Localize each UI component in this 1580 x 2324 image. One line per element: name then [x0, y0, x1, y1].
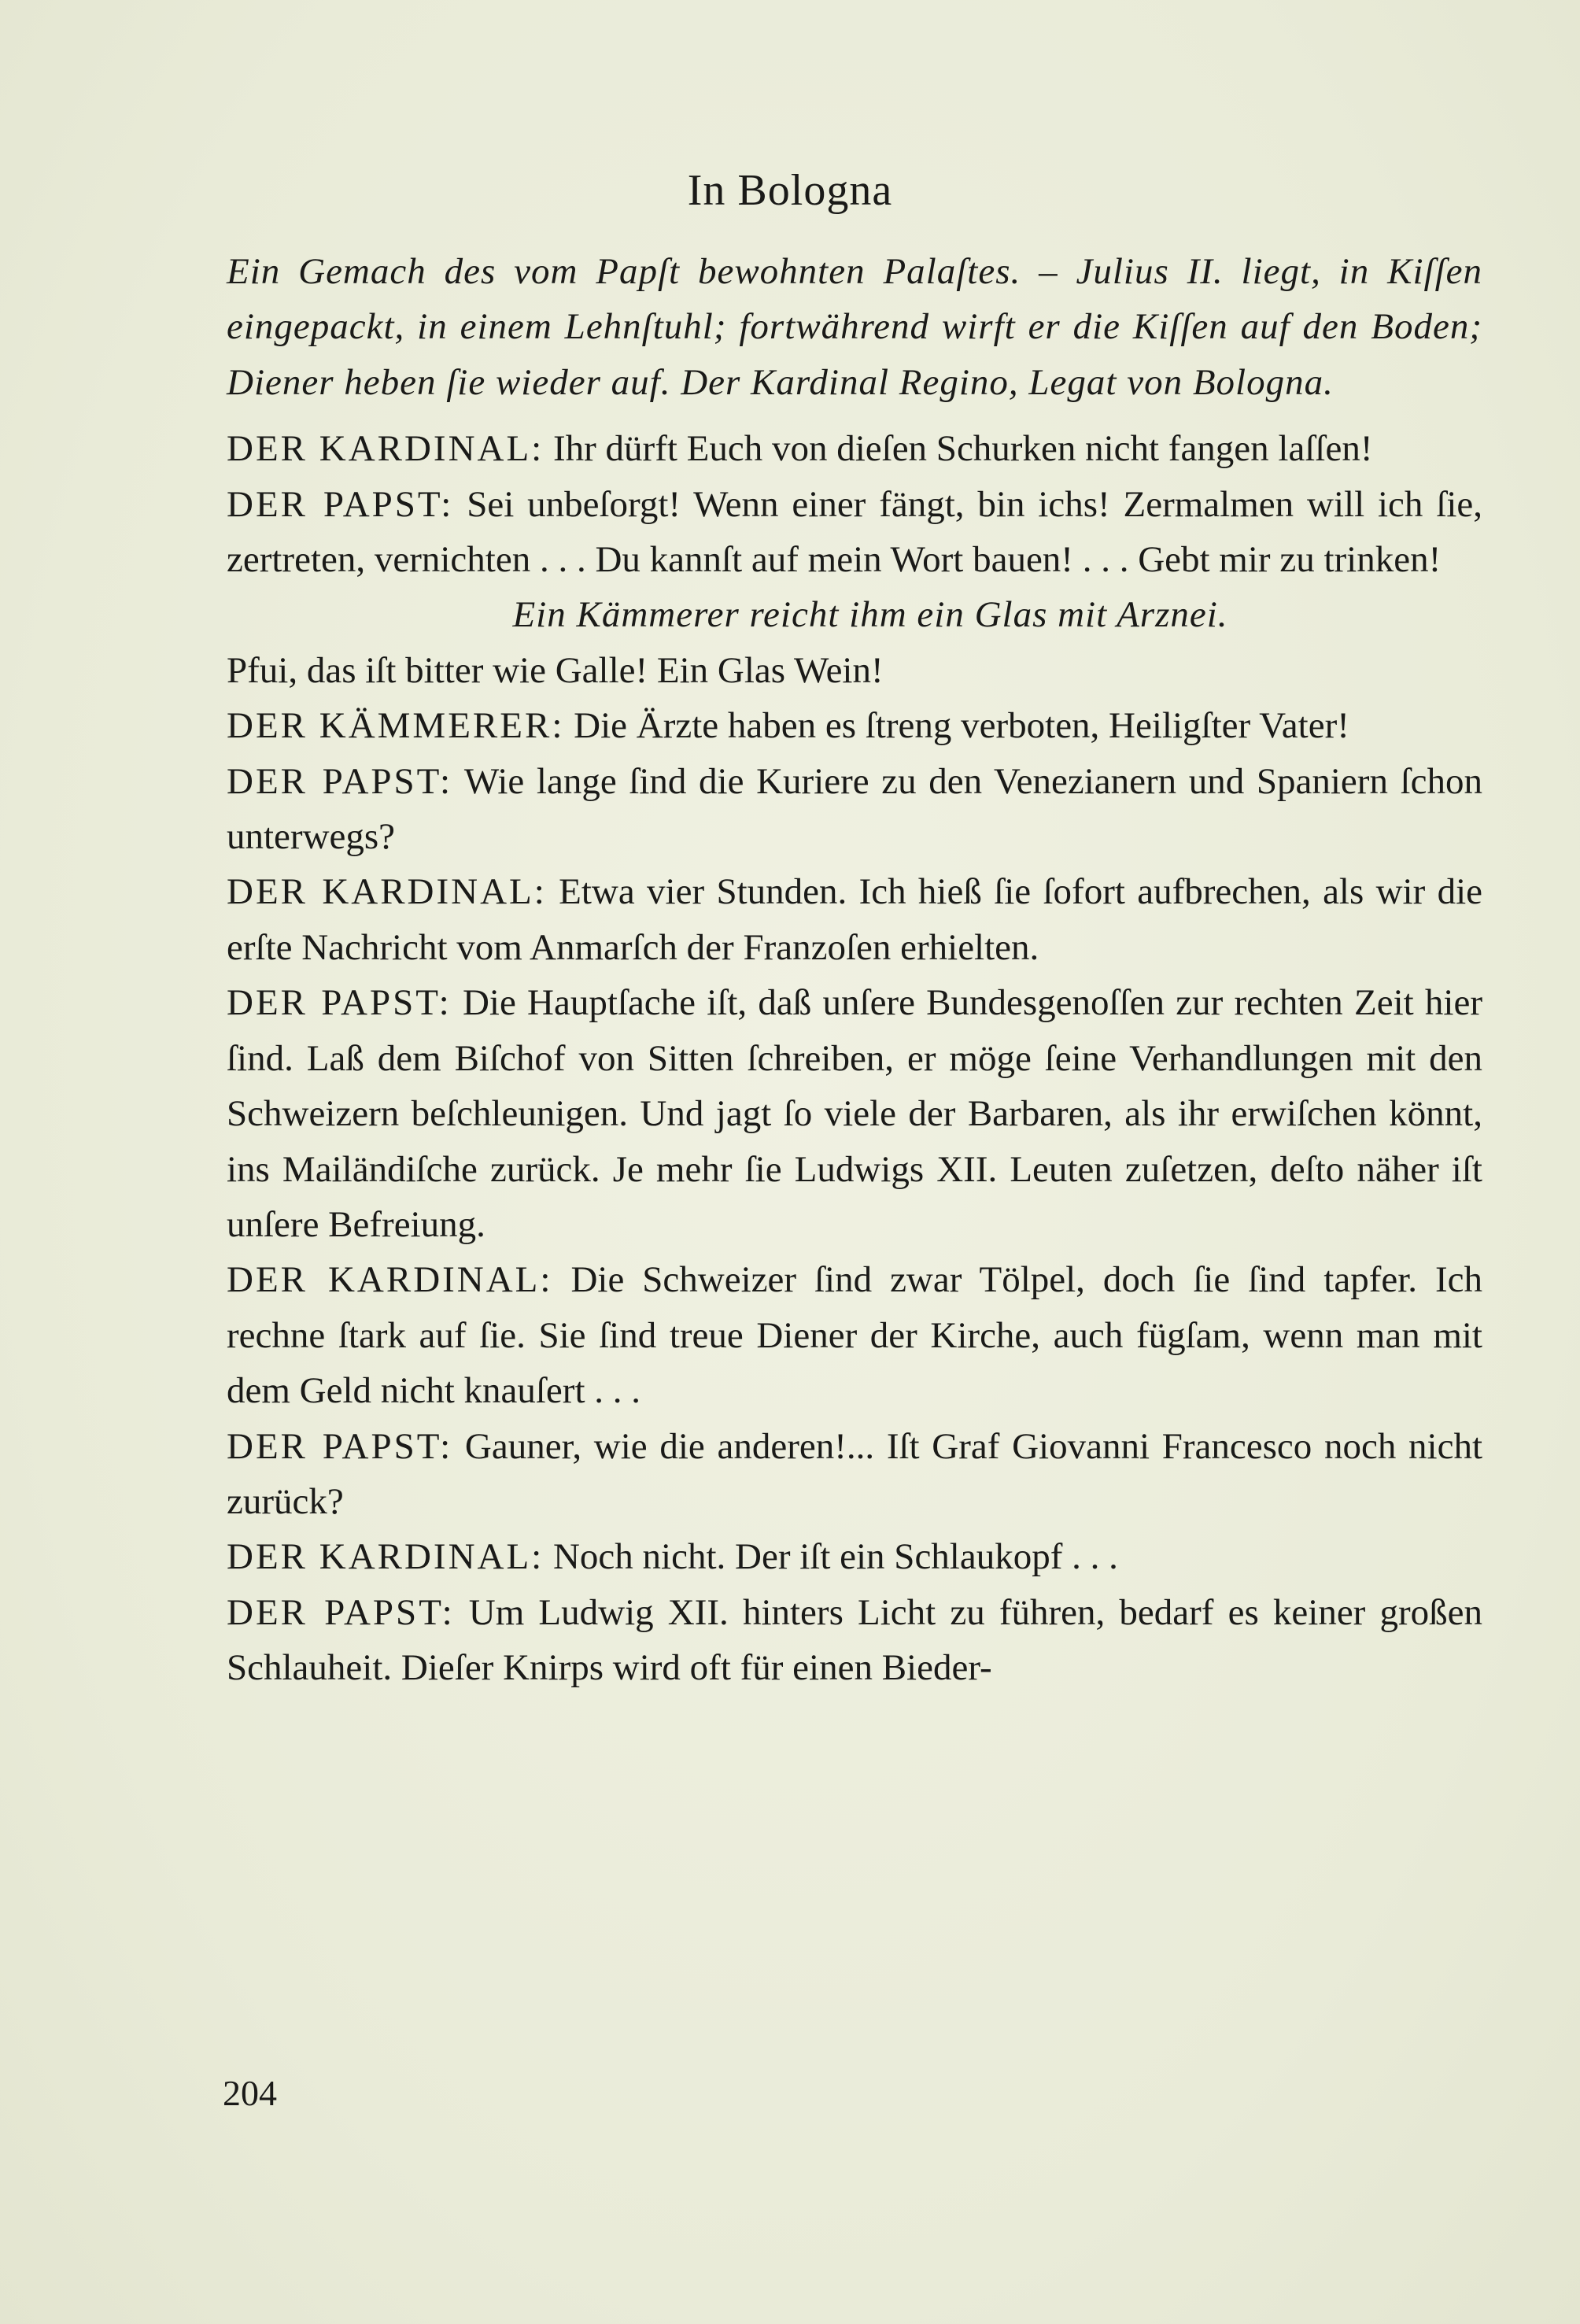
- dialogue-line: [227, 754, 1482, 865]
- dialogue-line: [227, 477, 1482, 588]
- page-title: In Bologna: [687, 166, 893, 215]
- speaker-name: DER PAPST:: [227, 760, 453, 802]
- speaker-name: DER PAPST:: [227, 483, 454, 525]
- dialogue-text: Etwa vier Stunden. Ich hieß ſie ſofort aufbrechen, als wir die erſte Nachricht vom Anmarſch der Franzoſen erhielten.: [227, 871, 1483, 968]
- dialogue-text: Pfui, das iſt bitter wie Galle! Ein Glas Wein!: [227, 649, 884, 691]
- dialogue-text: Die Schweizer ſind zwar Tölpel, doch ſie ſind tapfer. Ich rechne ſtark auf ſie. Sie ſind treue Diener der Kirche, auch fügſam, wenn man mit dem Geld nicht knauſert . . .: [227, 1259, 1483, 1412]
- dialogue-line: [227, 1252, 1482, 1418]
- dialogue-line: [227, 1585, 1482, 1696]
- speaker-name: DER KÄMMERER:: [227, 705, 565, 747]
- dialogue-text: Sei unbeſorgt! Wenn einer fängt, bin ichs! Zermalmen will ich ſie, zertreten, vernichten . . . Du kannſt auf mein Wort bauen! . . . Gebt mir zu trinken!: [227, 483, 1482, 581]
- speaker-name: DER PAPST:: [227, 982, 452, 1024]
- dialogue-text: Wie lange ſind die Kuriere zu den Venezianern und Spaniern ſchon unterwegs?: [227, 760, 1482, 858]
- dialogue-line: [227, 698, 1482, 753]
- dialogue-text: Gauner, wie die anderen!... Iſt Graf Giovanni Francesco noch nicht zurück?: [227, 1425, 1482, 1522]
- dialogue-text: Ihr dürft Euch von dieſen Schurken nicht fangen laſſen!: [552, 428, 1373, 470]
- speaker-name: DER KARDINAL:: [227, 871, 547, 913]
- dialogue-text: Noch nicht. Der iſt ein Schlaukopf . . .: [552, 1536, 1118, 1578]
- speaker-name: DER PAPST:: [227, 1425, 453, 1467]
- dialogue-text: Die Hauptſache iſt, daß unſere Bundesgenoſſen zur rechten Zeit hier ſind. Laß dem Biſchof von Sitten ſchreiben, er möge ſeine Verhandlungen mit den Schweizern beſchleunigen. Und jagt ſo viele der Barbaren, als ihr erwiſchen könnt, ins Mailändiſche zurück. Je mehr ſie Ludwigs XII. Leuten zuſetzen, deſto näher iſt unſere Befreiung.: [227, 982, 1482, 1245]
- dialogue-line: [227, 421, 1482, 476]
- dialogue-line: [227, 1419, 1482, 1530]
- dialogue-text: Die Ärzte haben es ſtreng verboten, Heiligſter Vater!: [574, 705, 1349, 747]
- dialogue-text: Um Ludwig XII. hinters Licht zu führen, bedarf es keiner großen Schlauheit. Dieſer Knirps wird oft für einen Bieder-: [227, 1591, 1482, 1689]
- dialogue-line: [227, 864, 1482, 975]
- speaker-name: DER KARDINAL:: [227, 428, 545, 470]
- page-number: 204: [223, 2073, 277, 2113]
- inline-stage-direction: Ein Kämmerer reicht ihm ein Glas mit Arznei.: [512, 594, 1228, 636]
- dialogue-line: [227, 643, 1482, 698]
- dialogue-line: [227, 1529, 1482, 1584]
- stage-direction: Ein Gemach des vom Papſt bewohnten Palaſtes. – Julius II. liegt, in Kiſſen eingepackt, in einem Lehnſtuhl; fortwährend wirft er die Kiſſen auf den Boden; Diener heben ſie wieder auf. Der Kardinal Regino, Legat von Bologna.: [227, 251, 1482, 403]
- speaker-name: DER KARDINAL:: [227, 1536, 545, 1578]
- speaker-name: DER PAPST:: [227, 1591, 455, 1633]
- page-body: [227, 244, 1482, 1696]
- dialogue-line: [227, 975, 1482, 1252]
- speaker-name: DER KARDINAL:: [227, 1259, 553, 1301]
